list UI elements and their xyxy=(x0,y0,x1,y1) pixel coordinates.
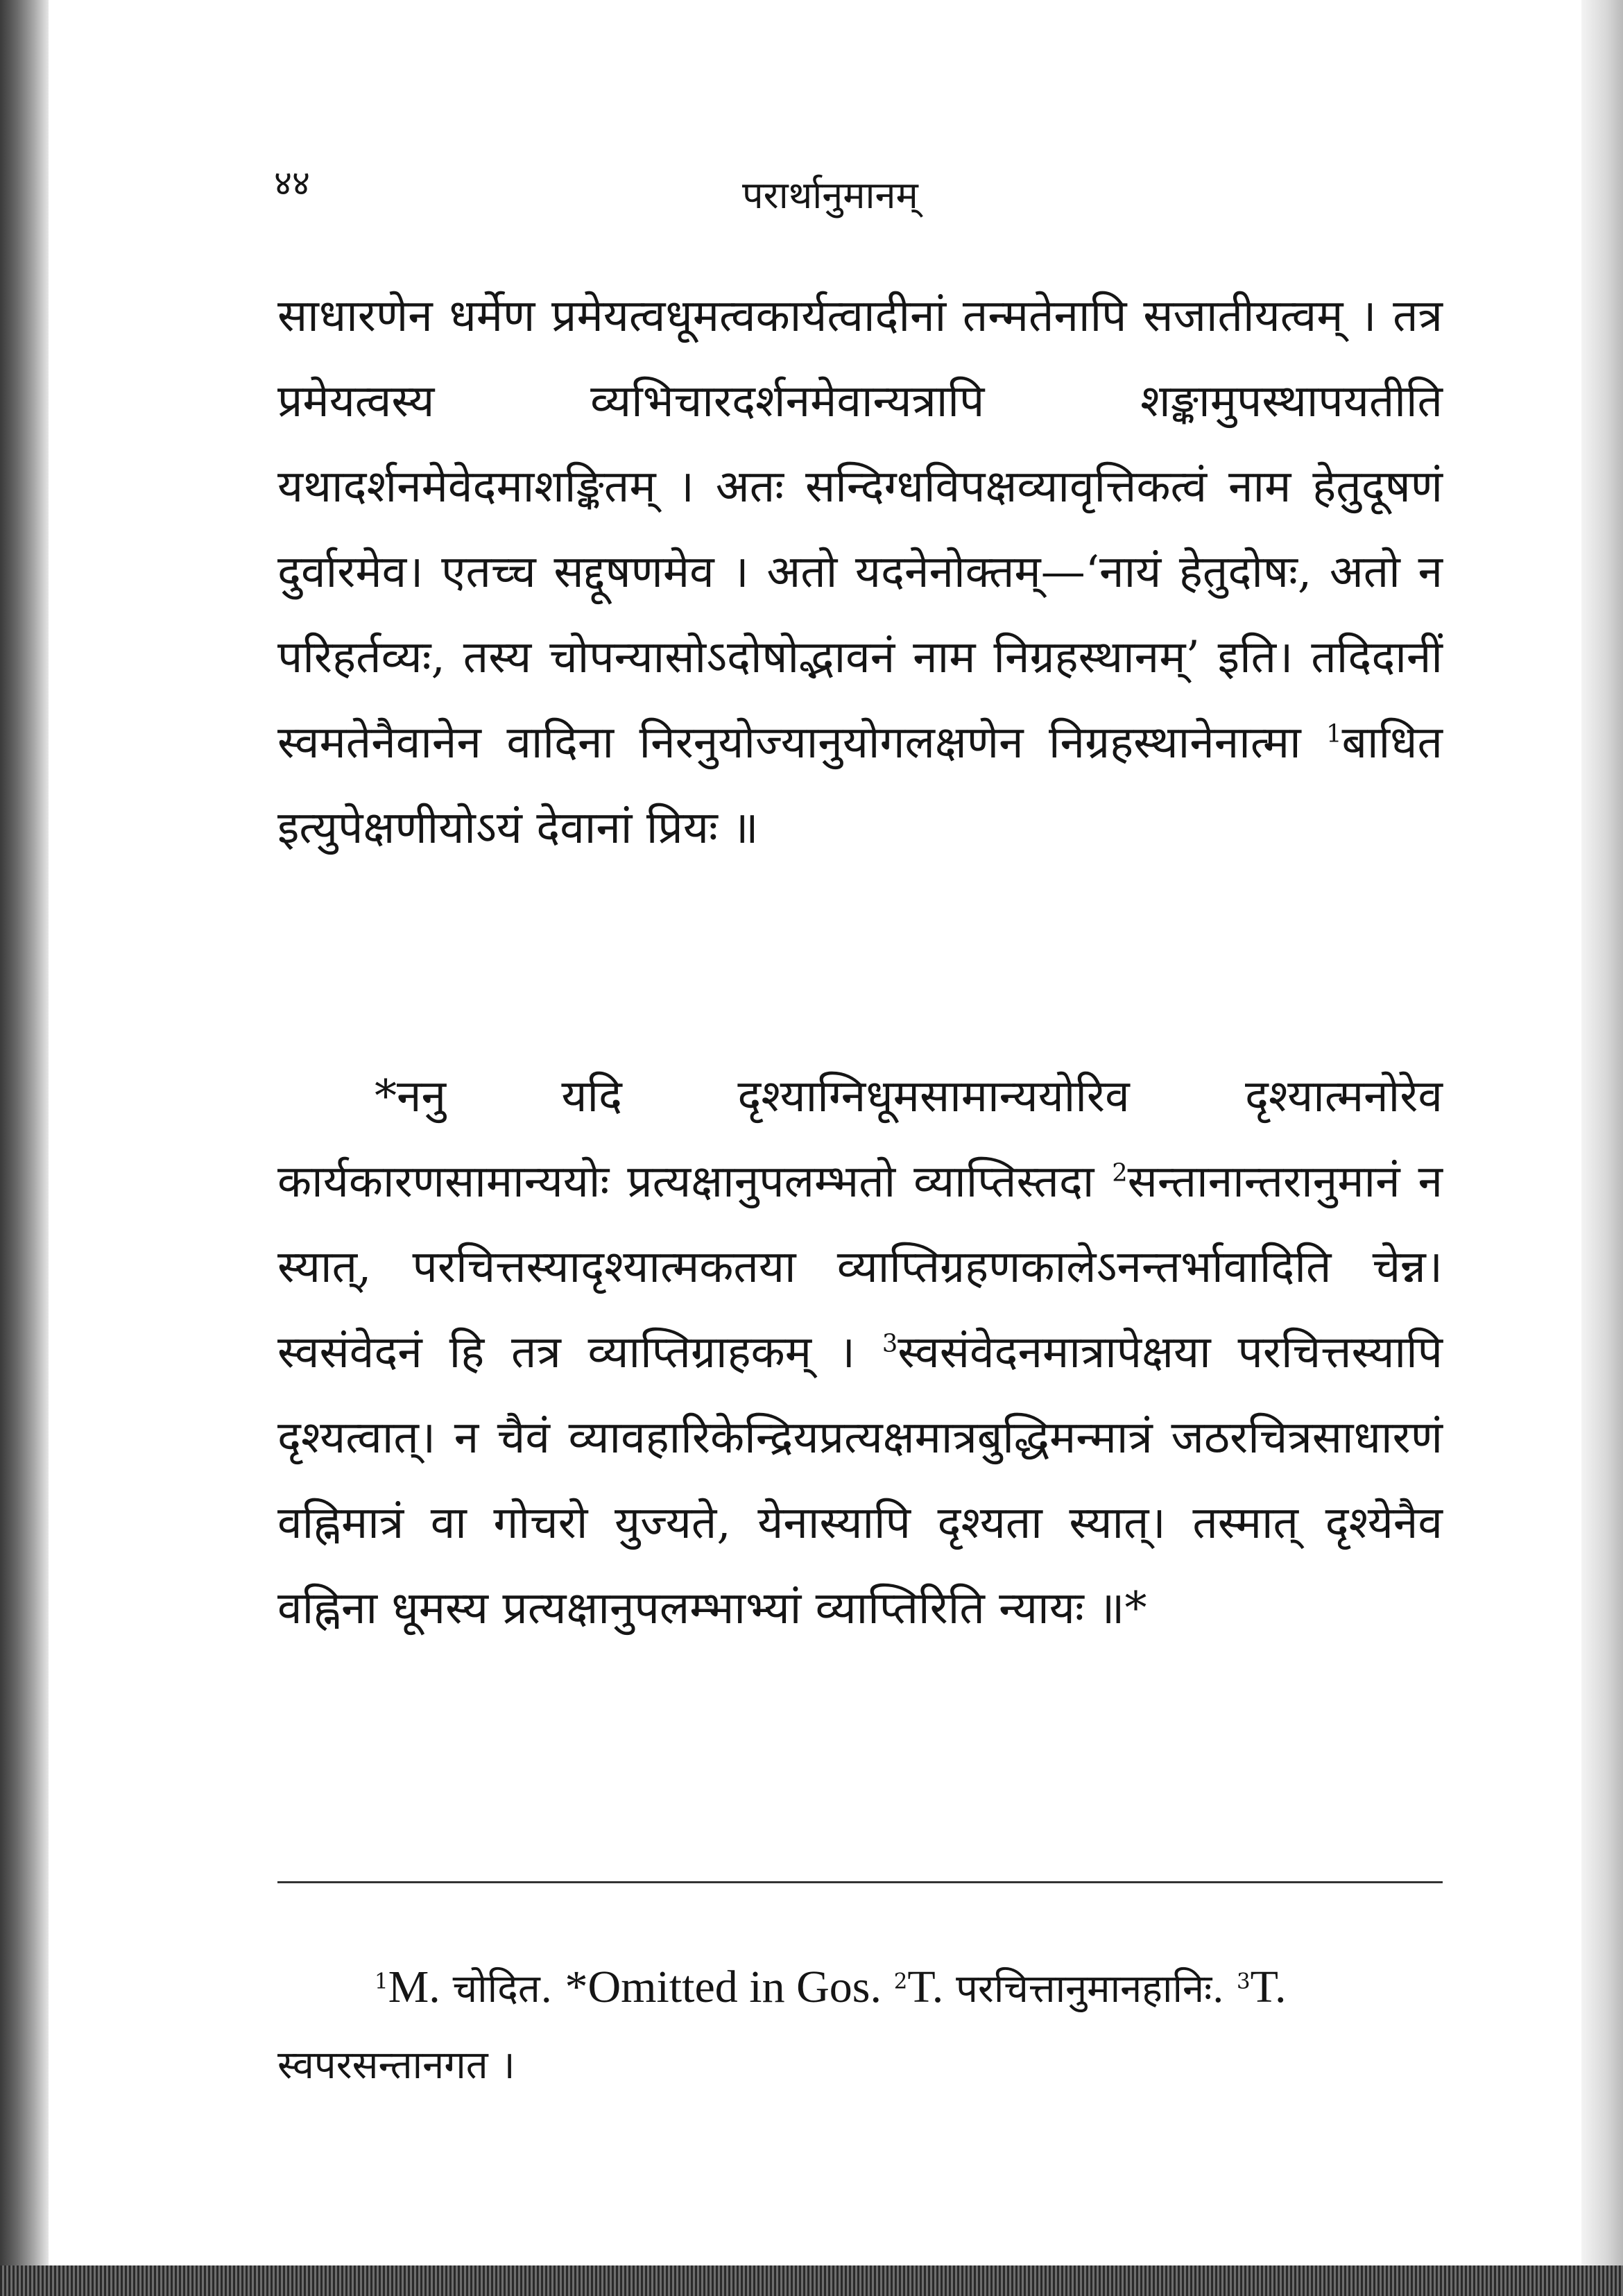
paragraph-1 xyxy=(277,274,1443,871)
paragraph-1-end: बाधित इत्युपेक्षणीयोऽयं देवानां प्रियः ॥ xyxy=(277,717,1443,854)
footnote-1-text: चोदित. xyxy=(452,1967,553,2012)
running-title: परार्थानुमानम् xyxy=(742,173,918,217)
footnote-marker-2: 2 xyxy=(1112,1158,1128,1188)
footnote-2-text: परचित्तानुमानहानिः. xyxy=(956,1967,1225,2012)
footnote-3-number: 3 xyxy=(1237,1969,1251,1994)
footnote-star-text: *Omitted in Gos. xyxy=(565,1962,882,2012)
footnote-marker-1: 1 xyxy=(1326,719,1342,748)
footnote-1-number: 1 xyxy=(375,1969,388,1994)
footnote-3-text: स्वपरसन्तानगत । xyxy=(277,2043,515,2088)
scan-edge-left xyxy=(0,0,49,2296)
scan-bottom-edge xyxy=(0,2265,1623,2296)
paragraph-2 xyxy=(277,1054,1443,1652)
paragraph-1-text: साधारणेन धर्मेण प्रमेयत्वधूमत्वकार्यत्वादीनां तन्मतेनापि सजातीयत्वम् । तत्र प्रमेयत्वस्य व्यभिचारदर्शनमेवान्यत्रापि शङ्कामुपस्थापयतीति यथादर्शनमेवेदमाशङ्कितम् । अतः सन्दिग्धविपक्षव्यावृत्तिकत्वं नाम हेतुदूषणं दुर्वारमेव। एतच्च सद्दूषणमेव । अतो यदनेनोक्तम्—‘नायं हेतुदोषः, अतो न परिहर्तव्यः, तस्य चोपन्यासोऽदोषोद्भावनं नाम निग्रहस्थानम्’ इति। तदिदानीं स्वमतेनैवानेन वादिना निरनुयोज्यानुयोगलक्षणेन निग्रहस्थानेनात्मा xyxy=(277,291,1443,769)
footnote-2-source: T. xyxy=(907,1962,944,2012)
paragraph-2-part-b: सन्तानान्तरानुमानं न स्यात्, परचित्तस्यादृश्यात्मकतया व्याप्तिग्रहणकालेऽनन्तर्भावादिति चेन्न। स्वसंवेदनं हि तत्र व्याप्तिग्राहकम् । xyxy=(277,1156,1443,1378)
footnotes xyxy=(277,1949,1443,2104)
scan-edge-right xyxy=(1581,0,1623,2296)
footnote-marker-3: 3 xyxy=(882,1329,898,1358)
paragraph-2-part-a: *ननु यदि दृश्याग्निधूमसामान्ययोरिव दृश्यात्मनोरेव कार्यकारणसामान्ययोः प्रत्यक्षानुपलम्भतो व्याप्तिस्तदा xyxy=(277,1071,1443,1208)
footnote-2-number: 2 xyxy=(893,1969,908,1994)
paragraph-2-part-c: स्वसंवेदनमात्रापेक्षया परचित्तस्यापि दृश्यत्वात्। न चैवं व्यावहारिकेन्द्रियप्रत्यक्षमात्रबुद्धिमन्मात्रं जठरचित्रसाधारणं वह्निमात्रं वा गोचरो युज्यते, येनास्यापि दृश्यता स्यात्। तस्मात् दृश्येनैव वह्निना धूमस्य प्रत्यक्षानुपलम्भाभ्यां व्याप्तिरिति न्यायः ॥* xyxy=(277,1327,1443,1634)
footnote-1-source: M. xyxy=(388,1962,440,2012)
footnote-divider xyxy=(277,1881,1443,1883)
page-number: ४४ xyxy=(274,163,310,203)
footnote-3-source: T. xyxy=(1250,1962,1287,2012)
